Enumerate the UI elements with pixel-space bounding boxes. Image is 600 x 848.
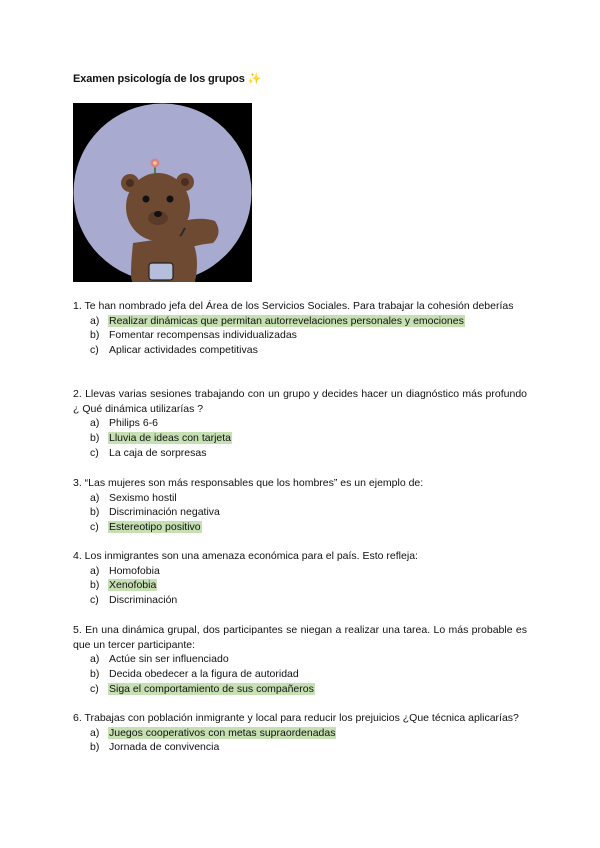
option-letter: b)	[90, 668, 100, 681]
answer-options	[73, 491, 527, 535]
question-2	[73, 387, 527, 460]
answer-option	[73, 505, 527, 520]
option-text-correct: Siga el comportamiento de sus compañeros	[109, 682, 314, 695]
answer-option	[73, 726, 527, 741]
question-1	[73, 299, 527, 358]
option-letter: b)	[90, 432, 100, 445]
option-letter: c)	[90, 682, 99, 695]
answer-options	[73, 652, 527, 696]
option-text: Sexismo hostil	[109, 491, 177, 504]
answer-options	[73, 564, 527, 608]
answer-option	[73, 314, 527, 329]
answer-option	[73, 740, 527, 755]
answer-option	[73, 578, 527, 593]
question-3	[73, 476, 527, 535]
option-letter: c)	[90, 344, 99, 357]
option-letter: b)	[90, 329, 100, 342]
option-text: Decida obedecer a la figura de autoridad	[109, 668, 299, 681]
question-stem: 1. Te han nombrado jefa del Área de los Servicios Sociales. Para trabajar la cohesión deberías	[73, 300, 514, 312]
answer-options	[73, 314, 527, 358]
answer-option	[73, 328, 527, 343]
answer-option	[73, 446, 527, 461]
option-letter: a)	[90, 653, 100, 666]
exam-title	[73, 72, 261, 85]
teddy-bear-illustration	[73, 103, 252, 282]
option-text-correct: Juegos cooperativos con metas supraordenadas	[109, 726, 336, 739]
question-stem: 2. Llevas varias sesiones trabajando con un grupo y decides hacer un diagnóstico más profundo ¿ Qué dinámica utilizarías ?	[73, 388, 527, 415]
question-6	[73, 711, 527, 755]
option-text-correct: Realizar dinámicas que permitan autorrevelaciones personales y emociones	[109, 314, 464, 327]
option-letter: a)	[90, 491, 100, 504]
option-text: Philips 6-6	[109, 417, 159, 430]
answer-options	[73, 726, 527, 755]
option-text: Jornada de convivencia	[109, 741, 220, 754]
option-letter: a)	[90, 564, 100, 577]
question-stem: 5. En una dinámica grupal, dos participantes se niegan a realizar una tarea. Lo más probable es que un tercer participante:	[73, 624, 527, 651]
answer-option	[73, 667, 527, 682]
option-letter: c)	[90, 594, 99, 607]
question-stem: 6. Trabajas con población inmigrante y local para reducir los prejuicios ¿Que técnica aplicarías?	[73, 712, 519, 724]
option-letter: c)	[90, 446, 99, 459]
question-4	[73, 549, 527, 608]
option-text: Homofobia	[109, 564, 160, 577]
option-letter: a)	[90, 726, 100, 739]
answer-option	[73, 682, 527, 697]
answer-option	[73, 431, 527, 446]
option-letter: a)	[90, 314, 100, 327]
option-text: Aplicar actividades competitivas	[109, 344, 258, 357]
answer-option	[73, 652, 527, 667]
option-text: Discriminación	[109, 594, 178, 607]
answer-option	[73, 343, 527, 358]
answer-options	[73, 416, 527, 460]
answer-option	[73, 593, 527, 608]
option-text-correct: Xenofobia	[109, 579, 157, 592]
option-text-correct: Lluvia de ideas con tarjeta	[109, 432, 231, 445]
option-letter: a)	[90, 417, 100, 430]
option-text-correct: Estereotipo positivo	[109, 521, 201, 534]
option-text: Discriminación negativa	[109, 506, 220, 519]
option-letter: b)	[90, 506, 100, 519]
option-text: La caja de sorpresas	[109, 446, 207, 459]
question-stem: 3. “Las mujeres son más responsables que los hombres” es un ejemplo de:	[73, 477, 424, 489]
sparkles-icon: ✨	[247, 73, 262, 85]
exam-title-text: Examen psicología de los grupos	[73, 73, 245, 85]
answer-option	[73, 491, 527, 506]
answer-option	[73, 416, 527, 431]
option-text: Fomentar recompensas individualizadas	[109, 329, 297, 342]
option-letter: b)	[90, 741, 100, 754]
question-stem: 4. Los inmigrantes son una amenaza económica para el país. Esto refleja:	[73, 550, 418, 562]
option-letter: b)	[90, 579, 100, 592]
option-letter: c)	[90, 521, 99, 534]
question-5	[73, 623, 527, 696]
answer-option	[73, 520, 527, 535]
option-text: Actúe sin ser influenciado	[109, 653, 229, 666]
answer-option	[73, 564, 527, 579]
